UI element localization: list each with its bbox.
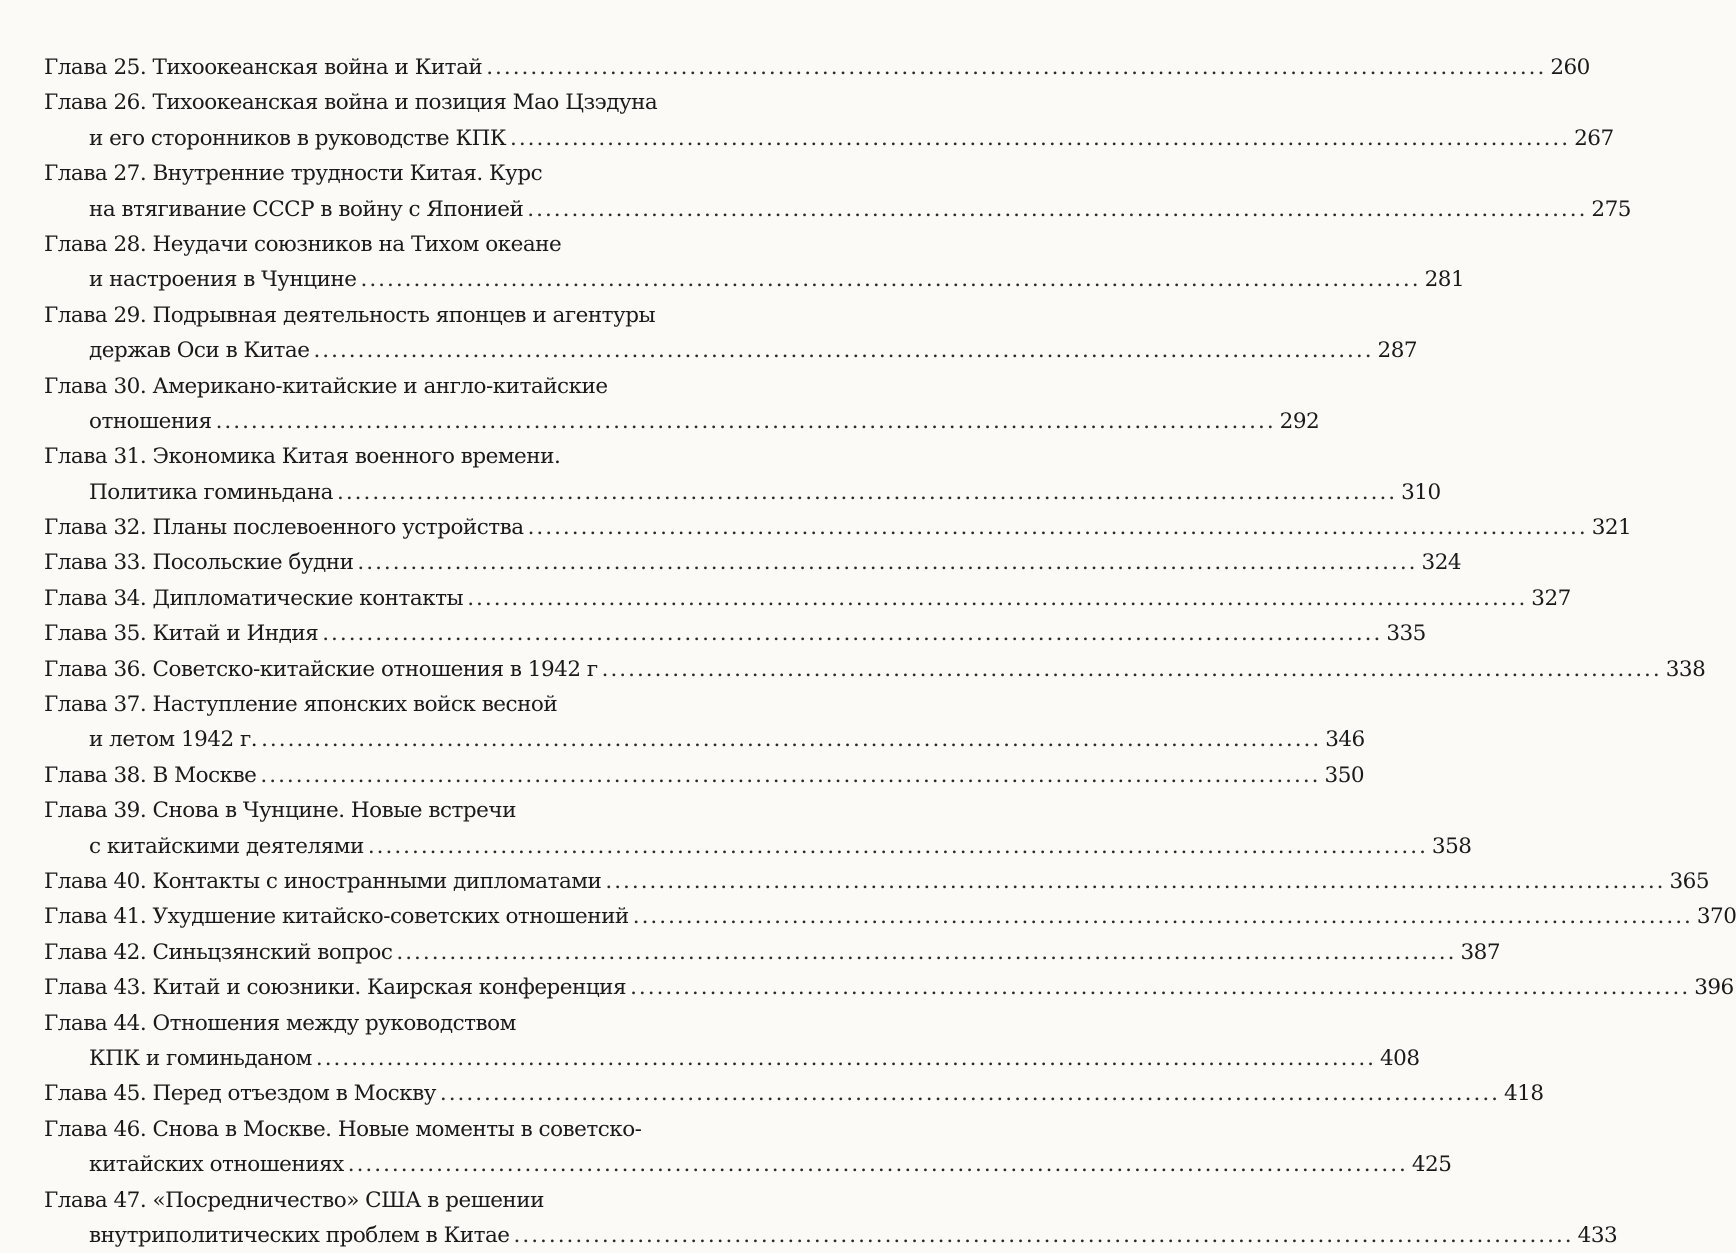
toc-entry-title-line [44,510,730,545]
toc-entry-text: Глава 43. Китай и союзники. Каирская конференция [44,970,626,1005]
dot-leader: ........................................................................................................................ [313,333,1373,368]
toc-page-number: 396 [1694,970,1734,1005]
toc-entry-text: Глава 29. Подрывная деятельность японцев и агентуры [44,298,655,333]
toc-entry [44,298,730,369]
toc-page-number: 370 [1697,899,1736,934]
toc-entry-continuation-line [44,475,730,510]
toc-entry-text: Глава 46. Снова в Москве. Новые моменты в советско- [44,1112,641,1147]
toc-page-number: 310 [1401,475,1441,510]
dot-leader: ........................................................................................................................ [216,404,1276,439]
toc-page-number: 292 [1280,404,1320,439]
toc-entry-text: Глава 41. Ухудшение китайско-советских отношений [44,899,629,934]
toc-entry-continuation-line [44,1218,730,1253]
toc-entry-text: Глава 47. «Посредничество» США в решении [44,1183,544,1218]
toc-entry-title-line [44,758,730,793]
toc-entry-text: Глава 38. В Москве [44,758,256,793]
toc-entry-title-line [44,1183,730,1218]
dot-leader: ........................................................................................................................ [630,970,1690,1005]
toc-entry-title-line [44,1006,730,1041]
toc-entry-text: Глава 45. Перед отъездом в Москву [44,1076,436,1111]
dot-leader: ........................................................................................................................ [514,1218,1574,1253]
dot-leader: ........................................................................................................................ [322,616,1382,651]
toc-entry [44,1076,730,1111]
toc-entry-continuation-line [44,121,730,156]
toc-entry-text: на втягивание СССР в войну с Японией [89,192,523,227]
toc-entry [44,616,730,651]
toc-entry-text: Глава 26. Тихоокеанская война и позиция Мао Цзэдуна [44,85,657,120]
toc-entry-text: и летом 1942 г. [89,722,257,757]
toc-page-number: 425 [1412,1147,1452,1182]
toc-entry [44,652,730,687]
toc-page-number: 260 [1550,50,1590,85]
toc-entry-title-line [44,581,730,616]
toc-page-number: 281 [1425,262,1465,297]
toc-page-number: 387 [1460,935,1500,970]
toc-entry [44,156,730,227]
dot-leader: ........................................................................................................................ [486,50,1546,85]
toc-entry-continuation-line [44,262,730,297]
toc-entry-text: и его сторонников в руководстве КПК [89,121,506,156]
toc-entry-title-line [44,970,730,1005]
toc-entry-title-line [44,85,730,120]
toc-entry-text: Глава 39. Снова в Чунцине. Новые встречи [44,793,516,828]
toc-entry [44,581,730,616]
toc-entry-title-line [44,545,730,580]
dot-leader: ........................................................................................................................ [467,581,1527,616]
toc-entry-text: с китайскими деятелями [89,829,364,864]
toc-entry-text: отношения [89,404,212,439]
toc-entry [44,1006,730,1077]
dot-leader: ........................................................................................................................ [605,864,1665,899]
toc-entry-title-line [44,899,730,934]
toc-entry-text: Глава 31. Экономика Китая военного времени. [44,439,560,474]
dot-leader: ........................................................................................................................ [316,1041,1376,1076]
toc-entry-text: Глава 32. Планы послевоенного устройства [44,510,524,545]
toc-entry [44,227,730,298]
toc-entry-text: Глава 30. Американо-китайские и англо-китайские [44,369,608,404]
toc-entry [44,85,730,156]
toc-entry-text: Глава 25. Тихоокеанская война и Китай [44,50,482,85]
toc-page-number: 350 [1325,758,1365,793]
toc-entry-text: Глава 36. Советско-китайские отношения в 1942 г [44,652,598,687]
toc-entry-continuation-line [44,722,730,757]
toc-entry-text: Глава 42. Синьцзянский вопрос [44,935,392,970]
toc-entry [44,1183,730,1253]
toc-entry [44,545,730,580]
toc-page-number: 335 [1386,616,1426,651]
toc-page-number: 338 [1666,652,1706,687]
dot-leader: ........................................................................................................................ [602,652,1662,687]
toc-entry-continuation-line [44,1147,730,1182]
toc-entry [44,864,730,899]
toc-entry-continuation-line [44,192,730,227]
toc-entry-title-line [44,50,730,85]
toc-page-number: 365 [1669,864,1709,899]
toc-page-number: 275 [1591,192,1631,227]
toc-entry-text: Глава 27. Внутренние трудности Китая. Курс [44,156,542,191]
toc-page-number: 324 [1422,545,1462,580]
toc-entry-title-line [44,687,730,722]
toc-entry [44,687,730,758]
dot-leader: ........................................................................................................................ [357,545,1417,580]
toc-entry-continuation-line [44,829,730,864]
toc-page-number: 346 [1325,722,1365,757]
toc-entry-text: Глава 37. Наступление японских войск весной [44,687,557,722]
toc-entry-title-line [44,227,730,262]
toc-page-number: 327 [1531,581,1571,616]
toc-entry-text: Политика гоминьдана [89,475,333,510]
toc-entry-title-line [44,1112,730,1147]
table-of-contents [44,50,730,1253]
toc-entry-title-line [44,439,730,474]
toc-entry-text: Глава 40. Контакты с иностранными дипломатами [44,864,601,899]
toc-entry [44,510,730,545]
toc-entry [44,439,730,510]
toc-entry-text: Глава 34. Дипломатические контакты [44,581,463,616]
toc-page-number: 267 [1574,121,1614,156]
toc-entry [44,1112,730,1183]
toc-entry-text: Глава 33. Посольские будни [44,545,353,580]
dot-leader: ........................................................................................................................ [337,475,1397,510]
toc-entry-title-line [44,652,730,687]
toc-entry-continuation-line [44,333,730,368]
dot-leader: ........................................................................................................................ [261,722,1321,757]
toc-entry-title-line [44,369,730,404]
toc-entry-text: китайских отношениях [89,1147,344,1182]
toc-entry-title-line [44,1076,730,1111]
toc-page-number: 287 [1378,333,1418,368]
toc-entry [44,935,730,970]
book-page [0,0,776,1186]
dot-leader: ........................................................................................................................ [633,899,1693,934]
toc-page-number: 418 [1504,1076,1544,1111]
toc-entry-text: КПК и гоминьданом [89,1041,312,1076]
toc-entry-title-line [44,298,730,333]
toc-entry [44,758,730,793]
toc-entry [44,970,730,1005]
dot-leader: ........................................................................................................................ [368,829,1428,864]
toc-page-number: 358 [1432,829,1472,864]
toc-entry-text: Глава 28. Неудачи союзников на Тихом океане [44,227,561,262]
toc-entry-title-line [44,156,730,191]
toc-entry-text: и настроения в Чунцине [89,262,356,297]
dot-leader: ........................................................................................................................ [527,192,1587,227]
toc-entry-title-line [44,864,730,899]
toc-entry [44,793,730,864]
dot-leader: ........................................................................................................................ [510,121,1570,156]
toc-page-number: 408 [1380,1041,1420,1076]
toc-entry-title-line [44,616,730,651]
toc-entry [44,369,730,440]
toc-entry-title-line [44,793,730,828]
dot-leader: ........................................................................................................................ [528,510,1588,545]
toc-page-number: 433 [1578,1218,1618,1253]
toc-entry [44,899,730,934]
dot-leader: ........................................................................................................................ [440,1076,1500,1111]
toc-entry-continuation-line [44,1041,730,1076]
toc-entry [44,50,730,85]
dot-leader: ........................................................................................................................ [396,935,1456,970]
toc-entry-text: Глава 35. Китай и Индия [44,616,318,651]
toc-entry-text: внутриполитических проблем в Китае [89,1218,510,1253]
dot-leader: ........................................................................................................................ [260,758,1320,793]
toc-entry-text: держав Оси в Китае [89,333,309,368]
toc-page-number: 321 [1592,510,1632,545]
dot-leader: ........................................................................................................................ [360,262,1420,297]
toc-entry-continuation-line [44,404,730,439]
toc-entry-text: Глава 44. Отношения между руководством [44,1006,516,1041]
toc-entry-title-line [44,935,730,970]
dot-leader: ........................................................................................................................ [348,1147,1408,1182]
